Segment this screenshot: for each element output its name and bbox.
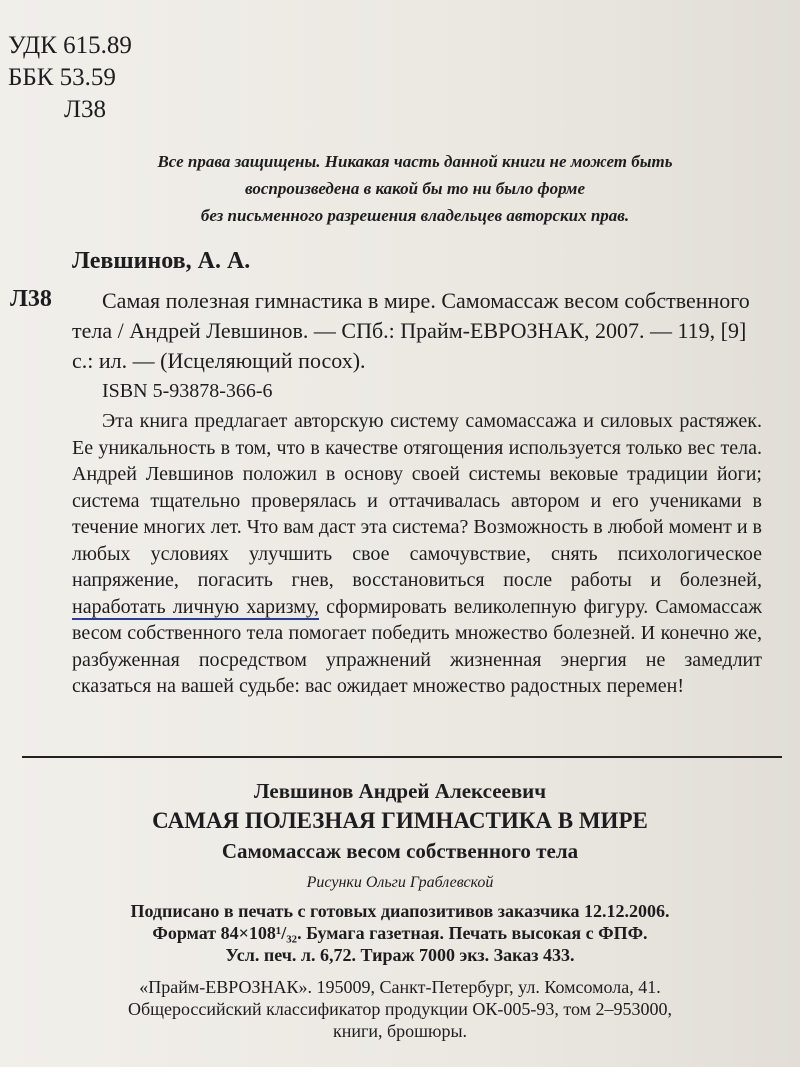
imprint-author: Левшинов Андрей Алексеевич — [253, 779, 547, 803]
author-mark: Л38 — [64, 96, 106, 123]
rights-line: Все права защищены. Никакая часть данной книги не может быть — [157, 152, 673, 171]
imprint-subtitle: Самомассаж весом собственного тела — [221, 839, 579, 863]
annotation-after: сформировать великолепную фигуру. Самомассаж весом собственного тела помогает победить множество болезней. И конечно же, разбуженная посредством упражнений жизненная энергия не замедлит сказаться на вашей судьбе: вас ожидает множество радостных перемен! — [72, 595, 762, 697]
imprint-title: САМАЯ ПОЛЕЗНАЯ ГИМНАСТИКА В МИРЕ — [152, 808, 648, 833]
annotation-before: Эта книга предлагает авторскую систему самомассажа и силовых растяжек. Ее уникальность в том, что в качестве отягощения используется только вес тела. Андрей Левшинов положил в основу своей системы вековые традиции йоги; система тщательно проверялась и оттачивалась автором и его учениками в течение многих лет. Что вам даст эта система? Возможность в любой момент и в любых условиях улучшить свое самочувствие, снять психологическое напряжение, погасить гнев, восстановиться после работы и болезней, — [72, 410, 762, 591]
underlined-phrase: наработать личную харизму, — [72, 595, 319, 618]
print-format: Формат 84×108¹/₃₂. Бумага газетная. Печать высокая с ФПФ. — [152, 923, 648, 943]
rights-line: воспроизведена в какой бы то ни было форме — [244, 179, 586, 198]
bibliographic-record — [72, 286, 762, 406]
bleed-through-text — [329, 30, 631, 95]
classification-codes — [8, 30, 132, 126]
bib-description: Самая полезная гимнастика в мире. Самомассаж весом собственного тела / Андрей Левшинов. — СПб.: Прайм-ЕВРОЗНАК, 2007. — 119, [9] с.: ил. — (Исцеляющий посох). — [72, 288, 750, 373]
product-classifier: Общероссийский классификатор продукции ОК-005-93, том 2–953000, — [127, 999, 673, 1019]
product-type: книги, брошюры. — [332, 1021, 468, 1041]
imprint-block — [0, 776, 800, 1042]
divider — [22, 756, 782, 758]
catalog-code: Л38 — [10, 286, 52, 312]
copyright-notice — [95, 148, 735, 229]
print-run: Усл. печ. л. 6,72. Тираж 7000 экз. Заказ 433. — [225, 945, 575, 965]
bbk-code: ББК 53.59 — [8, 64, 116, 91]
rights-line: без письменного разрешения владельцев авторских прав. — [200, 206, 630, 225]
spacer — [0, 966, 800, 976]
author-heading: Левшинов, А. А. — [72, 248, 251, 274]
isbn: ISBN 5-93878-366-6 — [102, 380, 273, 402]
print-signed: Подписано в печать с готовых диапозитивов заказчика 12.12.2006. — [130, 901, 670, 921]
annotation — [72, 408, 762, 700]
annotation-text — [72, 408, 762, 700]
imprint-illustrations: Рисунки Ольги Граблевской — [306, 874, 494, 891]
publisher-address: «Прайм-ЕВРОЗНАК». 195009, Санкт-Петербург, ул. Комсомола, 41. — [139, 977, 661, 997]
udk-code: УДК 615.89 — [8, 32, 132, 59]
